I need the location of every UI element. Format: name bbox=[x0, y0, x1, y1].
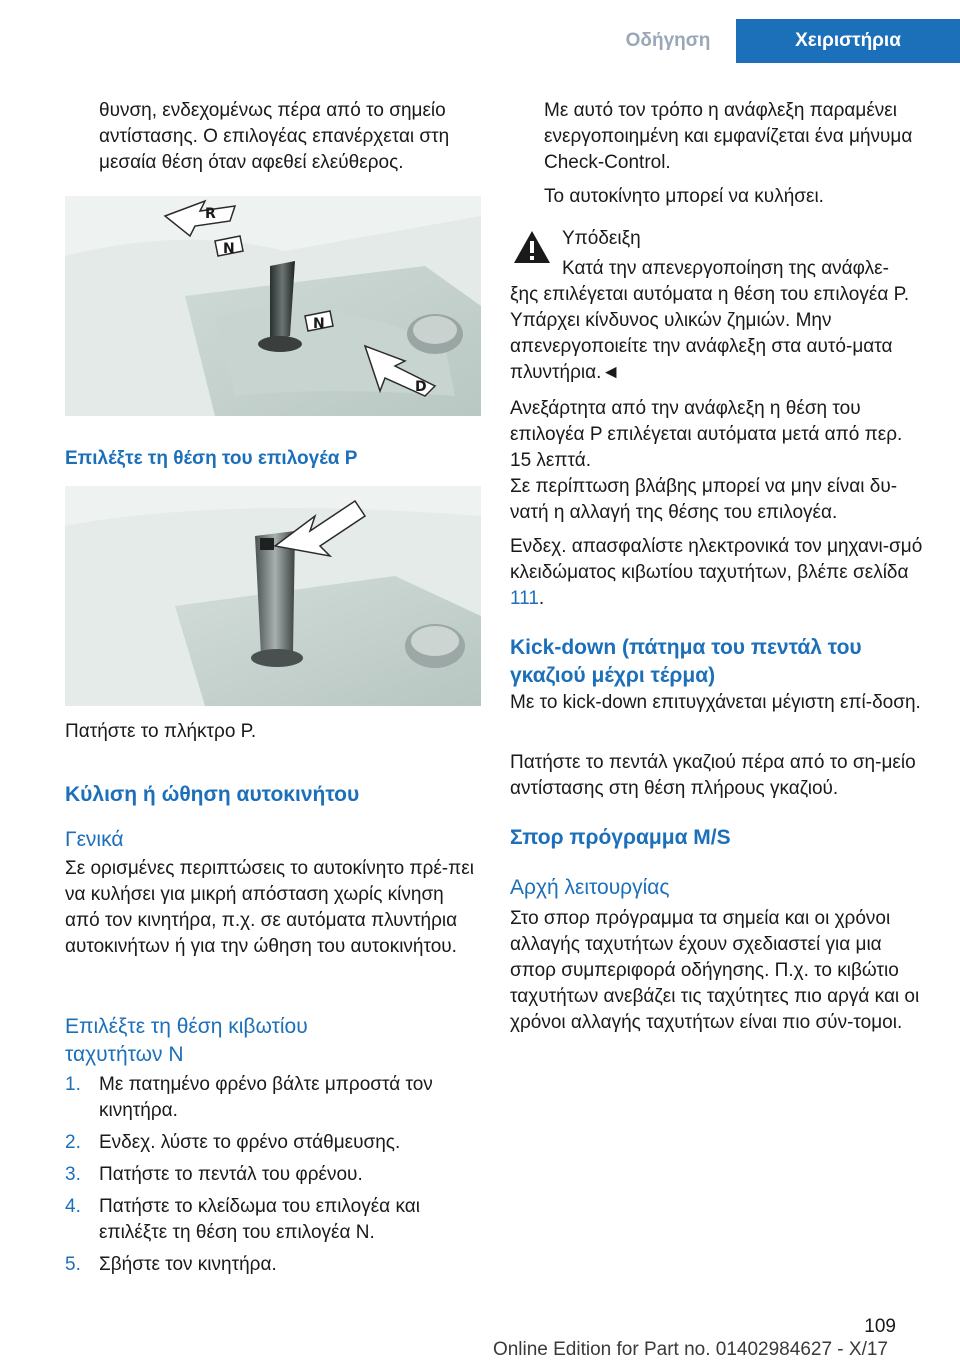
ignition-paragraph: Με αυτό τον τρόπο η ανάφλεξη παραμένει ενεργοποιημένη και εμφανίζεται ένα μήνυμα Check-Control. bbox=[544, 100, 913, 173]
list-item-number: 1. bbox=[65, 1074, 81, 1095]
roll-paragraph: Το αυτοκίνητο μπορεί να κυλήσει. bbox=[544, 186, 824, 207]
list-item-text: Πατήστε το κλείδωμα του επιλογέα και επιλέξτε τη θέση του επιλογέα N. bbox=[99, 1196, 420, 1243]
unlock-text: Ενδεχ. απασφαλίστε ηλεκτρονικά τον μηχανι-σμό κλειδώματος κιβωτίου ταχυτήτων, βλέπε σελίδα bbox=[510, 536, 923, 583]
footer bbox=[0, 1336, 960, 1362]
subsection-select-n: Επιλέξτε τη θέση κιβωτίου ταχυτήτων N bbox=[65, 1015, 308, 1066]
tab-driving[interactable]: Οδήγηση bbox=[600, 19, 736, 63]
principle-paragraph: Στο σπορ πρόγραμμα τα σημεία και οι χρόνοι αλλαγής ταχυτήτων έχουν σχεδιαστεί για μια σπορ συμπεριφορά οδήγησης. Π.χ. το κιβώτιο ταχυτήτων ανεβάζει τις ταχύτητες πιο αργά και οι χρόνοι αλλαγής ταχυτήτων είναι πιο σύν-τομοι. bbox=[510, 908, 920, 1033]
section-title-sport: Σπορ πρόγραμμα M/S bbox=[510, 826, 731, 849]
auto-p-paragraph: Ανεξάρτητα από την ανάφλεξη η θέση του επιλογέα P επιλέγεται αυτόματα μετά από περ. 15 λεπτά. bbox=[510, 398, 903, 471]
list-item-text: Πατήστε το πεντάλ του φρένου. bbox=[99, 1164, 363, 1185]
list-item-text: Με πατημένο φρένο βάλτε μπροστά τον κινητήρα. bbox=[99, 1074, 433, 1121]
general-paragraph: Σε ορισμένες περιπτώσεις το αυτοκίνητο πρέ-πει να κυλήσει για μικρή απόσταση χωρίς κίνηση από τον κινητήρα, π.χ. σε αυτόματα πλυντήρια αυτοκινήτων ή για την ώθηση του αυτοκινήτου. bbox=[65, 858, 474, 957]
kickdown-paragraph-2: Πατήστε το πεντάλ γκαζιού πέρα από το ση-μείο αντίστασης στη θέση πλήρους γκαζιού. bbox=[510, 752, 916, 799]
fig-label-r: R bbox=[205, 206, 216, 222]
list-item-number: 2. bbox=[65, 1132, 81, 1153]
unlock-paragraph bbox=[510, 534, 926, 612]
subsection-general: Γενικά bbox=[65, 828, 124, 851]
page-link-111[interactable]: 111 bbox=[510, 588, 539, 609]
list-item-text: Ενδεχ. λύστε το φρένο στάθμευσης. bbox=[99, 1132, 401, 1153]
press-p-text: Πατήστε το πλήκτρο P. bbox=[65, 721, 257, 742]
fig-label-n2: N bbox=[313, 316, 325, 332]
header-tabs bbox=[600, 19, 960, 63]
p-button-illustration bbox=[65, 486, 481, 706]
fig-label-d: D bbox=[415, 379, 427, 395]
malfunction-paragraph: Σε περίπτωση βλάβης μπορεί να μην είναι δυ-νατή η αλλαγή της θέσης του επιλογέα. bbox=[510, 476, 898, 523]
warning-icon bbox=[512, 229, 552, 265]
tab-controls[interactable]: Χειριστήρια bbox=[736, 19, 960, 63]
note-text-rest: ξης επιλέγεται αυτόματα η θέση του επιλογέα P. Υπάρχει κίνδυνος υλικών ζημιών. Μην απενεργοποιείτε την ανάφλεξη στα αυτό-ματα πλυντήρια.◄ bbox=[510, 284, 910, 383]
list-item-number: 5. bbox=[65, 1254, 81, 1275]
unlock-suffix: . bbox=[538, 588, 545, 609]
intro-paragraph: θυνση, ενδεχομένως πέρα από το σημείο αντίστασης. Ο επιλογέας επανέρχεται στη μεσαία θέση όταν αφεθεί ελεύθερος. bbox=[99, 100, 450, 173]
section-title-kickdown: Kick-down (πάτημα του πεντάλ του γκαζιού μέχρι τέρμα) bbox=[510, 636, 862, 687]
figure-selector-lever-shift bbox=[65, 196, 481, 416]
figure-p-button bbox=[65, 486, 481, 706]
fig-label-n1: N bbox=[223, 241, 235, 257]
footer-edition: Online Edition for Part no. 01402984627 - X/17 bbox=[492, 1339, 888, 1360]
subsection-principle: Αρχή λειτουργίας bbox=[510, 876, 670, 899]
page-number: 109 bbox=[864, 1316, 896, 1337]
list-item-number: 3. bbox=[65, 1164, 81, 1185]
caption-select-p: Επιλέξτε τη θέση του επιλογέα P bbox=[65, 448, 358, 469]
list-item-text: Σβήστε τον κινητήρα. bbox=[99, 1254, 277, 1275]
selector-lever-illustration bbox=[65, 196, 481, 416]
list-item-number: 4. bbox=[65, 1196, 81, 1217]
kickdown-paragraph-1: Με το kick-down επιτυγχάνεται μέγιστη επί-δοση. bbox=[510, 692, 921, 713]
note-title: Υπόδειξη bbox=[562, 228, 641, 249]
note-text-first: Κατά την απενεργοποίηση της ανάφλε- bbox=[562, 258, 889, 279]
section-title-rolling: Κύλιση ή ώθηση αυτοκινήτου bbox=[65, 783, 360, 806]
